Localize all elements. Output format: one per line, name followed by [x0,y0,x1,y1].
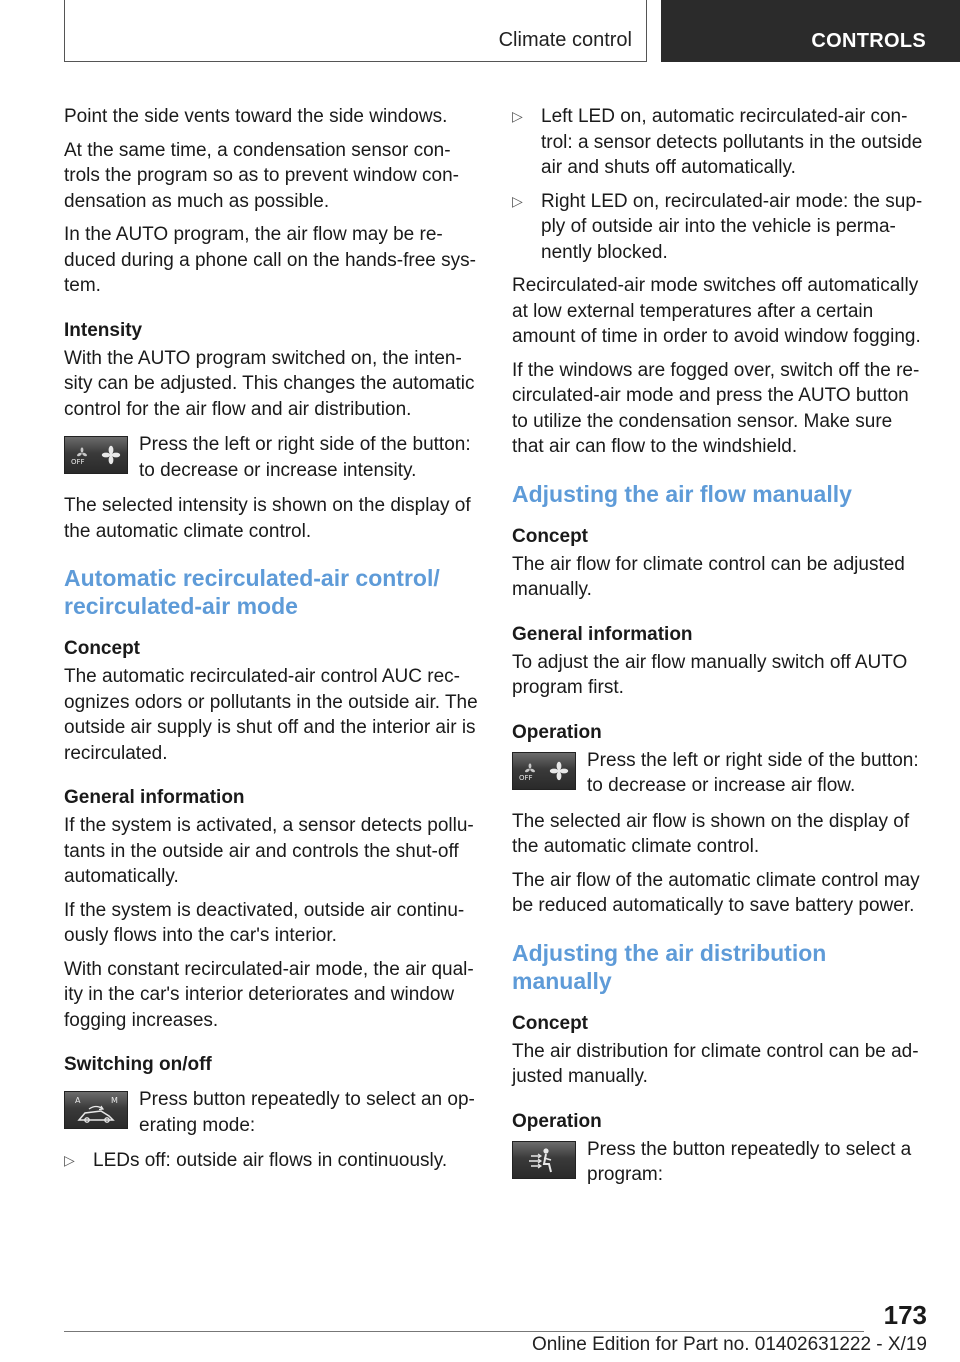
header-chapter-box [661,0,960,62]
auc-heading: Automatic recirculated-air control/ recirculated-air mode [64,565,440,619]
concept-heading: Concept [512,1012,588,1034]
concept-heading: Concept [512,525,588,547]
paragraph: The air flow for climate control can be adjusted manually. [512,553,905,600]
fan-button-icon [512,752,576,790]
button-off-label: OFF [71,458,85,466]
paragraph: If the system is activated, a sensor detects pollu‐ tants in the outside air and controls the shut-off automatically. [64,815,474,887]
paragraph: The selected intensity is shown on the display of the automatic climate control. [64,495,471,542]
paragraph: To adjust the air flow manually switch off AUTO program first. [512,651,908,698]
footer-divider [64,1331,864,1332]
list-item-text: Right LED on, recirculated-air mode: the sup‐ ply of outside air into the vehicle is perma‐ nently blocked. [541,190,923,263]
button-m-label: M [111,1096,118,1105]
intensity-heading: Intensity [64,319,143,341]
paragraph: The air distribution for climate control can be ad‐ justed manually. [512,1040,919,1087]
bullet-icon: ▷ [512,108,523,124]
recirculation-button-row [64,1087,480,1138]
air-distribution-button-icon [512,1141,576,1179]
list-item [512,189,928,266]
bullet-icon: ▷ [64,1152,75,1168]
general-heading: General information [64,787,245,808]
list-item-text: LEDs off: outside air flows in continuously. [93,1150,448,1171]
mode-list-continued [512,104,928,265]
intensity-button-row [64,432,480,483]
list-item-text: Left LED on, automatic recirculated-air con‐ trol: a sensor detects pollutants in the outside air and shuts off automatically. [541,106,923,178]
concept-heading: Concept [64,638,140,659]
button-off-label: OFF [519,773,533,782]
button-description: Press button repeatedly to select an op‐ erating mode: [139,1089,475,1136]
button-a-label: A [75,1096,81,1105]
header-section-box [64,0,647,62]
general-heading: General information [512,623,693,645]
left-column [64,104,480,1182]
paragraph: With the AUTO program switched on, the inten‐ sity can be adjusted. This changes the automatic control for the air flow and air distribution. [64,347,475,420]
switch-heading: Switching on/off [64,1054,212,1075]
airflow-heading: Adjusting the air flow manually [512,480,852,507]
paragraph: The air flow of the automatic climate control may be reduced automatically to save battery power. [512,869,920,916]
paragraph: If the windows are fogged over, switch off the re‐ circulated-air mode and press the AUTO button to utilize the condensation sensor. Make sure that air can flow to the windshield. [512,359,920,457]
recirculation-button-icon [64,1091,128,1129]
right-column [512,104,928,1198]
list-item [64,1148,480,1174]
distribution-heading: Adjusting the air distribution manually [512,939,827,994]
page-number: 173 [883,1300,927,1330]
button-description: Press the left or right side of the button: to decrease or increase intensity. [139,434,471,481]
fan-button-icon [64,436,128,474]
paragraph: The automatic recirculated-air control AUC rec‐ ognizes odors or pollutants in the outside air. The outside air supply is shut off and the interior air is recirculated. [64,666,478,764]
section-title: Climate control [498,29,632,51]
paragraph: With constant recirculated-air mode, the air qual‐ ity in the car's interior deteriorates and window fogging increases. [64,958,474,1031]
bullet-icon: ▷ [512,192,523,209]
airflow-button-row [512,748,928,799]
mode-list [64,1148,480,1174]
list-item [512,104,928,181]
operation-heading: Operation [512,1110,602,1132]
paragraph: Recirculated-air mode switches off automatically at low external temperatures after a certain amount of time in order to avoid window fogging. [512,275,921,347]
distribution-button-row [512,1137,928,1188]
paragraph: The selected air flow is shown on the display of the automatic climate control. [512,810,910,857]
paragraph: At the same time, a condensation sensor con‐ trols the program so as to prevent window con‐ densation as much as possible. [64,139,459,212]
button-description: Press the left or right side of the button: to decrease or increase air flow. [587,749,919,796]
paragraph: Point the side vents toward the side windows. [64,106,448,127]
chapter-title: CONTROLS [811,30,926,52]
footer-edition: Online Edition for Part no. 01402631222 - X/19 [531,1334,927,1355]
operation-heading: Operation [512,721,602,743]
button-description: Press the button repeatedly to select a program: [587,1138,912,1185]
paragraph: In the AUTO program, the air flow may be re‐ duced during a phone call on the hands-free sys‐ tem. [64,224,476,296]
paragraph: If the system is deactivated, outside air continu‐ ously flows into the car's interior. [64,899,465,946]
